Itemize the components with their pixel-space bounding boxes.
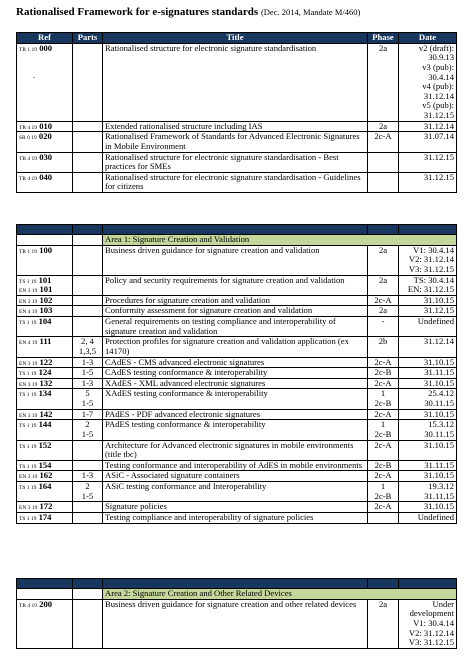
date-cell: 25.4.12 30.11.15: [399, 389, 457, 409]
ref-number: 020: [38, 131, 52, 142]
ref-number: 000: [39, 43, 53, 53]
phase-cell: 2c-A: [368, 357, 399, 368]
ref-number: 164: [38, 481, 52, 491]
title-cell: Business driven guidance for signature creation and validation: [103, 245, 368, 275]
date-cell: v2 (draft): 30.9.13 v3 (pub): 30.4.14 v4 (pub): 31.12.14 v5 (pub): 31.12.15: [399, 43, 457, 121]
phase-cell: 1 2c-B: [368, 420, 399, 440]
title-cell: Business driven guidance for signature creation and other related devices: [103, 599, 368, 648]
parts-cell: [73, 440, 103, 460]
header-parts: Parts: [73, 33, 103, 44]
table-row: [17, 471, 457, 482]
ref-cell: [17, 409, 73, 420]
date-cell: 31.11.15: [399, 460, 457, 471]
ref-number: 111: [39, 336, 52, 347]
phase-cell: 2a: [368, 245, 399, 275]
date-cell: 31.12.15: [399, 306, 457, 317]
table-row: [17, 440, 457, 460]
title-cell: Architecture for Advanced electronic signatures in mobile environments (title tbc): [103, 440, 368, 460]
parts-cell: [73, 132, 103, 152]
ref-prefix: TS 1 19: [19, 463, 37, 470]
ref-prefix: TS 1 19: [19, 515, 37, 522]
parts-cell: [73, 460, 103, 471]
title-cell: CAdES - CMS advanced electronic signatures: [103, 357, 368, 368]
table-row: [17, 378, 457, 389]
ref-number: 144: [38, 419, 52, 430]
ref-number: 104: [38, 316, 52, 326]
date-cell: 31.10.15: [399, 357, 457, 368]
ref-cell: [17, 337, 73, 357]
header-ref: Ref: [17, 33, 73, 44]
parts-cell: 1-5: [73, 368, 103, 379]
ref-cell: [17, 152, 73, 172]
title-cell: Rationalised structure for electronic signature standardisation - Guidelines for citizens: [103, 172, 368, 192]
table-row: [17, 152, 457, 172]
ref-cell: [17, 599, 73, 648]
area2-label: Area 2: Signature Creation and Other Related Devices: [103, 589, 457, 600]
phase-cell: 2a: [368, 599, 399, 648]
title-cell: ASiC testing conformance and Interoperability: [103, 482, 368, 502]
ref-number: 122: [39, 357, 53, 367]
date-cell: 31.10.15: [399, 409, 457, 420]
date-cell: 19.3.12 31.11.15: [399, 482, 457, 502]
ref-cell: [17, 502, 73, 513]
phase-cell: 2c-B: [368, 368, 399, 379]
ref-number: 102: [39, 295, 53, 305]
title-cell: Testing compliance and interoperability of signature policies: [103, 512, 368, 523]
date-cell: Undefined: [399, 317, 457, 337]
parts-cell: 2 1-5: [73, 420, 103, 440]
phase-cell: 2c-A: [368, 132, 399, 152]
date-cell: 31.12.14: [399, 337, 457, 357]
table-row: [17, 409, 457, 420]
date-cell: Undefined: [399, 512, 457, 523]
date-cell: V1: 30.4.14 V2: 31.12.14 V3: 31.12.15: [399, 245, 457, 275]
table-row: [17, 460, 457, 471]
table-row: [17, 121, 457, 132]
area2-table: [16, 578, 457, 649]
ref-number: 100: [39, 245, 53, 255]
date-cell: 31.12.15: [399, 172, 457, 192]
ref-number: 142: [39, 409, 53, 419]
ref-number: 101: [38, 275, 52, 285]
date-cell: 31.10.15: [399, 471, 457, 482]
ref-prefix: TR 1 19: [19, 46, 38, 53]
document-subtitle: (Dec. 2014, Mandate M/460): [260, 7, 361, 17]
ref-prefix: TS 1 19: [19, 278, 37, 285]
title-cell: Testing conformance and interoperability of AdES in mobile environments: [103, 460, 368, 471]
ref-number: 030: [39, 152, 53, 162]
phase-cell: 1 2c-B: [368, 389, 399, 409]
parts-cell: 1-7: [73, 409, 103, 420]
table-row: [17, 306, 457, 317]
table-row: [17, 172, 457, 192]
ref-cell: [17, 132, 73, 152]
ref-prefix: EN 3 19: [19, 288, 38, 295]
table-row: [17, 317, 457, 337]
table-row: [17, 502, 457, 513]
title-cell: Policy and security requirements for signature creation and validation: [103, 275, 368, 295]
parts-cell: [73, 306, 103, 317]
table-header-row: [17, 33, 457, 44]
parts-cell: [73, 502, 103, 513]
area-header-row: [17, 589, 457, 600]
area1-table: [16, 224, 457, 524]
table-row: [17, 275, 457, 295]
ref-number: 040: [39, 172, 53, 182]
title-cell: PAdES testing conformance & interoperability: [103, 420, 368, 440]
ref-number: 134: [38, 388, 52, 399]
date-cell: 31.10.15: [399, 502, 457, 513]
ref-cell: [17, 512, 73, 523]
phase-cell: 2a: [368, 43, 399, 121]
ref-cell: [17, 357, 73, 368]
ref-cell: [17, 43, 73, 121]
ref-cell: [17, 172, 73, 192]
ref-cell: [17, 121, 73, 132]
ref-cell: [17, 460, 73, 471]
parts-cell: [73, 599, 103, 648]
title-cell: ASiC - Associated signature containers: [103, 471, 368, 482]
ref-cell: [17, 471, 73, 482]
header-date: Date: [399, 33, 457, 44]
table-row: [17, 599, 457, 648]
parts-cell: 1-3: [73, 471, 103, 482]
ref-number: 103: [39, 305, 53, 316]
title-cell: Signature policies: [103, 502, 368, 513]
title-cell: XAdES testing conformance & interoperability: [103, 389, 368, 409]
title-cell: CAdES testing conformance & interoperability: [103, 368, 368, 379]
phase-cell: 2a: [368, 306, 399, 317]
date-cell: 31.12.15: [399, 152, 457, 172]
date-cell: 31.11.15: [399, 368, 457, 379]
title-cell: Procedures for signature creation and validation: [103, 295, 368, 306]
ref-cell: [17, 368, 73, 379]
ref-prefix: TR 1 19: [19, 248, 38, 255]
ref-cell: [17, 245, 73, 275]
parts-cell: 1-3: [73, 378, 103, 389]
table-row: [17, 43, 457, 121]
title-cell: Rationalised structure for electronic signature standardisation - Best practices for SMEs: [103, 152, 368, 172]
ref-number: 101: [39, 284, 53, 295]
table-row: [17, 420, 457, 440]
ref-prefix: SR 0 19: [19, 135, 37, 142]
phase-cell: 2c-A: [368, 440, 399, 460]
ref-cell: [17, 440, 73, 460]
ref-cell: [17, 295, 73, 306]
title-cell: Protection profiles for signature creation and validation application (ex 14170): [103, 337, 368, 357]
title-cell: Rationalised structure for electronic signature standardisation: [103, 43, 368, 121]
phase-cell: 2c-A: [368, 295, 399, 306]
table-header-row: [17, 579, 457, 589]
ref-cell: [17, 482, 73, 502]
phase-cell: 2b: [368, 337, 399, 357]
phase-cell: 2a: [368, 121, 399, 132]
parts-cell: [73, 295, 103, 306]
phase-cell: 2a: [368, 275, 399, 295]
parts-cell: [73, 121, 103, 132]
document-title: [16, 6, 456, 18]
phase-cell: 2c-A: [368, 502, 399, 513]
date-cell: 31.10.15: [399, 440, 457, 460]
ref-prefix: EN 3 19: [19, 412, 38, 419]
phase-cell: 2c-A: [368, 471, 399, 482]
ref-prefix: EN 4 19: [19, 309, 38, 316]
parts-cell: [73, 317, 103, 337]
date-cell: 31.10.15: [399, 295, 457, 306]
parts-cell: [73, 275, 103, 295]
ref-prefix: TR 4 19: [19, 124, 38, 131]
title-cell: Extended rationalised structure including IAS: [103, 121, 368, 132]
ref-prefix: TR 4 19: [19, 175, 38, 182]
ref-prefix: EN 3 19: [19, 505, 38, 512]
table-row: [17, 295, 457, 306]
ref-prefix: TS 1 19: [19, 392, 37, 399]
parts-cell: 2 1-5: [73, 482, 103, 502]
date-cell: Under development V1: 30.4.14 V2: 31.12.14 V3: 31.12.15: [399, 599, 457, 648]
ref-prefix: EN 3 19: [19, 298, 38, 305]
ref-prefix: TS 1 19: [19, 423, 37, 430]
parts-cell: [73, 152, 103, 172]
date-cell: TS: 30.4.14 EN: 31.12.15: [399, 275, 457, 295]
ref-cell: [17, 378, 73, 389]
ref-number: 174: [38, 512, 52, 522]
parts-cell: [73, 245, 103, 275]
table-header-row: [17, 225, 457, 235]
ref-number: 132: [39, 378, 53, 388]
ref-prefix: EN 4 19: [19, 340, 38, 347]
ref-prefix: TS 1 19: [19, 320, 37, 326]
title-cell: General requirements on testing compliance and interoperability of signature creation and validation: [103, 317, 368, 337]
ref-prefix: TS 1 19: [19, 371, 37, 378]
parts-cell: 2, 4 1,3,5: [73, 337, 103, 357]
table-row: [17, 337, 457, 357]
phase-cell: [368, 152, 399, 172]
ref-cell: [17, 389, 73, 409]
ref-number: 162: [39, 470, 53, 481]
ref-prefix: TS 1 19: [19, 485, 37, 491]
ref-prefix: TR 4 19: [19, 155, 38, 162]
header-title: Title: [103, 33, 368, 44]
ref-number: 172: [39, 501, 53, 512]
table-row: [17, 357, 457, 368]
ref-prefix: EN 3 19: [19, 381, 38, 388]
parts-cell: 5 1-5: [73, 389, 103, 409]
ref-cell: [17, 420, 73, 440]
ref-cell: [17, 317, 73, 337]
table-row: [17, 132, 457, 152]
table-row: [17, 368, 457, 379]
table-row: [17, 512, 457, 523]
title-cell: XAdES - XML advanced electronic signatures: [103, 378, 368, 389]
title-cell: PAdES - PDF advanced electronic signatures: [103, 409, 368, 420]
ref-number: 010: [39, 121, 53, 131]
ref-prefix: TS 1 19: [19, 443, 37, 450]
ref-prefix: EN 3 19: [19, 360, 38, 367]
title-cell: Rationalised Framework of Standards for Advanced Electronic Signatures in Mobile Environment: [103, 132, 368, 152]
ref-number: 200: [39, 599, 53, 609]
bullet-mark: .: [33, 70, 36, 81]
date-cell: 31.07.14: [399, 132, 457, 152]
parts-cell: [73, 172, 103, 192]
date-cell: 31.12.14: [399, 121, 457, 132]
table-row: [17, 389, 457, 409]
table-row: [17, 482, 457, 502]
phase-cell: [368, 512, 399, 523]
ref-number: 152: [38, 440, 52, 450]
phase-cell: [368, 172, 399, 192]
ref-number: 124: [38, 367, 52, 378]
parts-cell: [73, 43, 103, 121]
title-cell: Conformity assessment for signature creation and validation: [103, 306, 368, 317]
parts-cell: [73, 512, 103, 523]
phase-cell: 2c-A: [368, 409, 399, 420]
area1-label: Area 1: Signature Creation and Validation: [103, 235, 457, 246]
phase-cell: 1 2c-B: [368, 482, 399, 502]
table-row: [17, 245, 457, 275]
ref-cell: [17, 275, 73, 295]
phase-cell: 2c-A: [368, 378, 399, 389]
document-title-main: Rationalised Framework for e-signatures standards: [16, 6, 259, 18]
date-cell: 15.3.12 30.11.15: [399, 420, 457, 440]
ref-cell: [17, 306, 73, 317]
ref-prefix: EN 3 19: [19, 474, 38, 481]
area-header-row: [17, 235, 457, 246]
phase-cell: -: [368, 317, 399, 337]
ref-number: 154: [38, 460, 52, 470]
header-phase: Phase: [368, 33, 399, 44]
date-cell: 31.10.15: [399, 378, 457, 389]
ref-prefix: TR 4 19: [19, 602, 38, 609]
framework-table: [16, 32, 457, 193]
parts-cell: 1-3: [73, 357, 103, 368]
phase-cell: 2c-B: [368, 460, 399, 471]
